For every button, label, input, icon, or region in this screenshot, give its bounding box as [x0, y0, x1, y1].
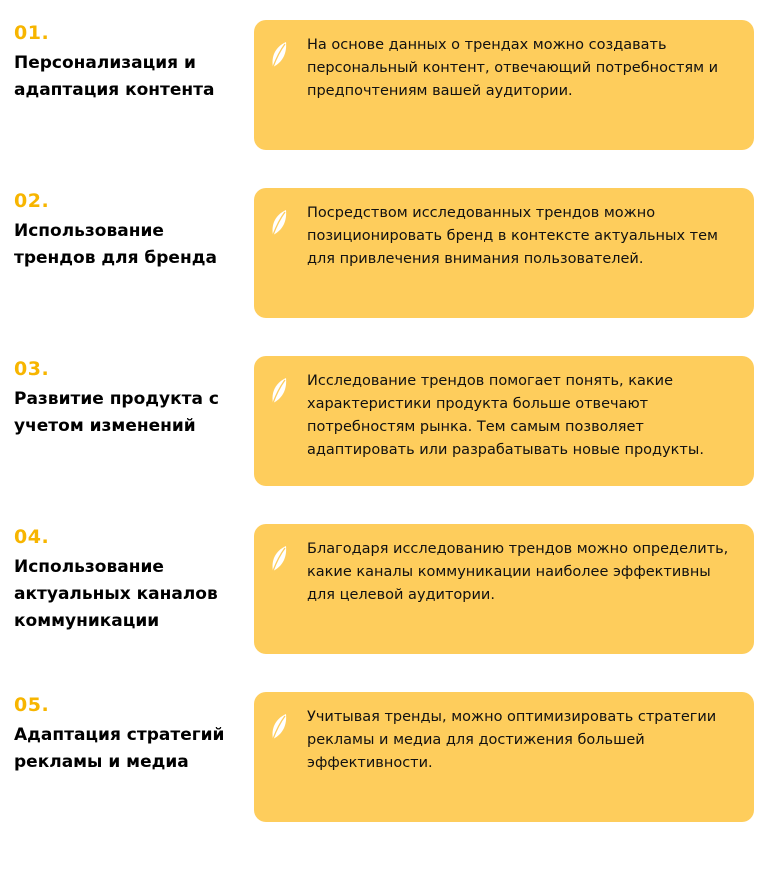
item-number: 02. — [14, 190, 50, 212]
list-item — [0, 524, 775, 654]
item-number: 04. — [14, 526, 50, 548]
item-title: Развитие продукта с учетом изменений — [14, 389, 219, 436]
item-text: Посредством исследованных трендов можно позиционировать бренд в контексте актуальных тем для привлечения внимания пользователей. — [307, 205, 718, 267]
item-card — [254, 692, 754, 822]
item-text: Учитывая тренды, можно оптимизировать стратегии рекламы и медиа для достижения большей эффективности. — [307, 709, 717, 771]
leaf-icon — [268, 376, 290, 406]
item-heading — [14, 358, 244, 440]
leaf-icon — [268, 712, 290, 742]
item-card — [254, 20, 754, 150]
item-heading — [14, 190, 244, 272]
list-item — [0, 20, 775, 150]
item-text: Благодаря исследованию трендов можно определить, какие каналы коммуникации наиболее эффективны для целевой аудитории. — [307, 541, 729, 603]
leaf-icon — [268, 40, 290, 70]
item-heading — [14, 694, 244, 776]
item-number: 01. — [14, 22, 50, 44]
item-heading — [14, 526, 244, 635]
item-title: Использование актуальных каналов коммуникации — [14, 557, 218, 631]
item-text: На основе данных о трендах можно создавать персональный контент, отвечающий потребностям и предпочтениям вашей аудитории. — [307, 37, 719, 99]
item-number: 03. — [14, 358, 50, 380]
item-text: Исследование трендов помогает понять, какие характеристики продукта больше отвечают потребностям рынка. Тем самым позволяет адаптировать или разрабатывать новые продукты. — [307, 373, 704, 458]
item-title: Адаптация стратегий рекламы и медиа — [14, 725, 225, 772]
item-card — [254, 188, 754, 318]
item-title: Использование трендов для бренда — [14, 221, 217, 268]
list-item — [0, 188, 775, 318]
item-card — [254, 356, 754, 486]
item-heading — [14, 22, 244, 104]
item-title: Персонализация и адаптация контента — [14, 53, 215, 100]
item-number: 05. — [14, 694, 50, 716]
item-card — [254, 524, 754, 654]
leaf-icon — [268, 208, 290, 238]
leaf-icon — [268, 544, 290, 574]
list-item — [0, 356, 775, 486]
list-item — [0, 692, 775, 822]
